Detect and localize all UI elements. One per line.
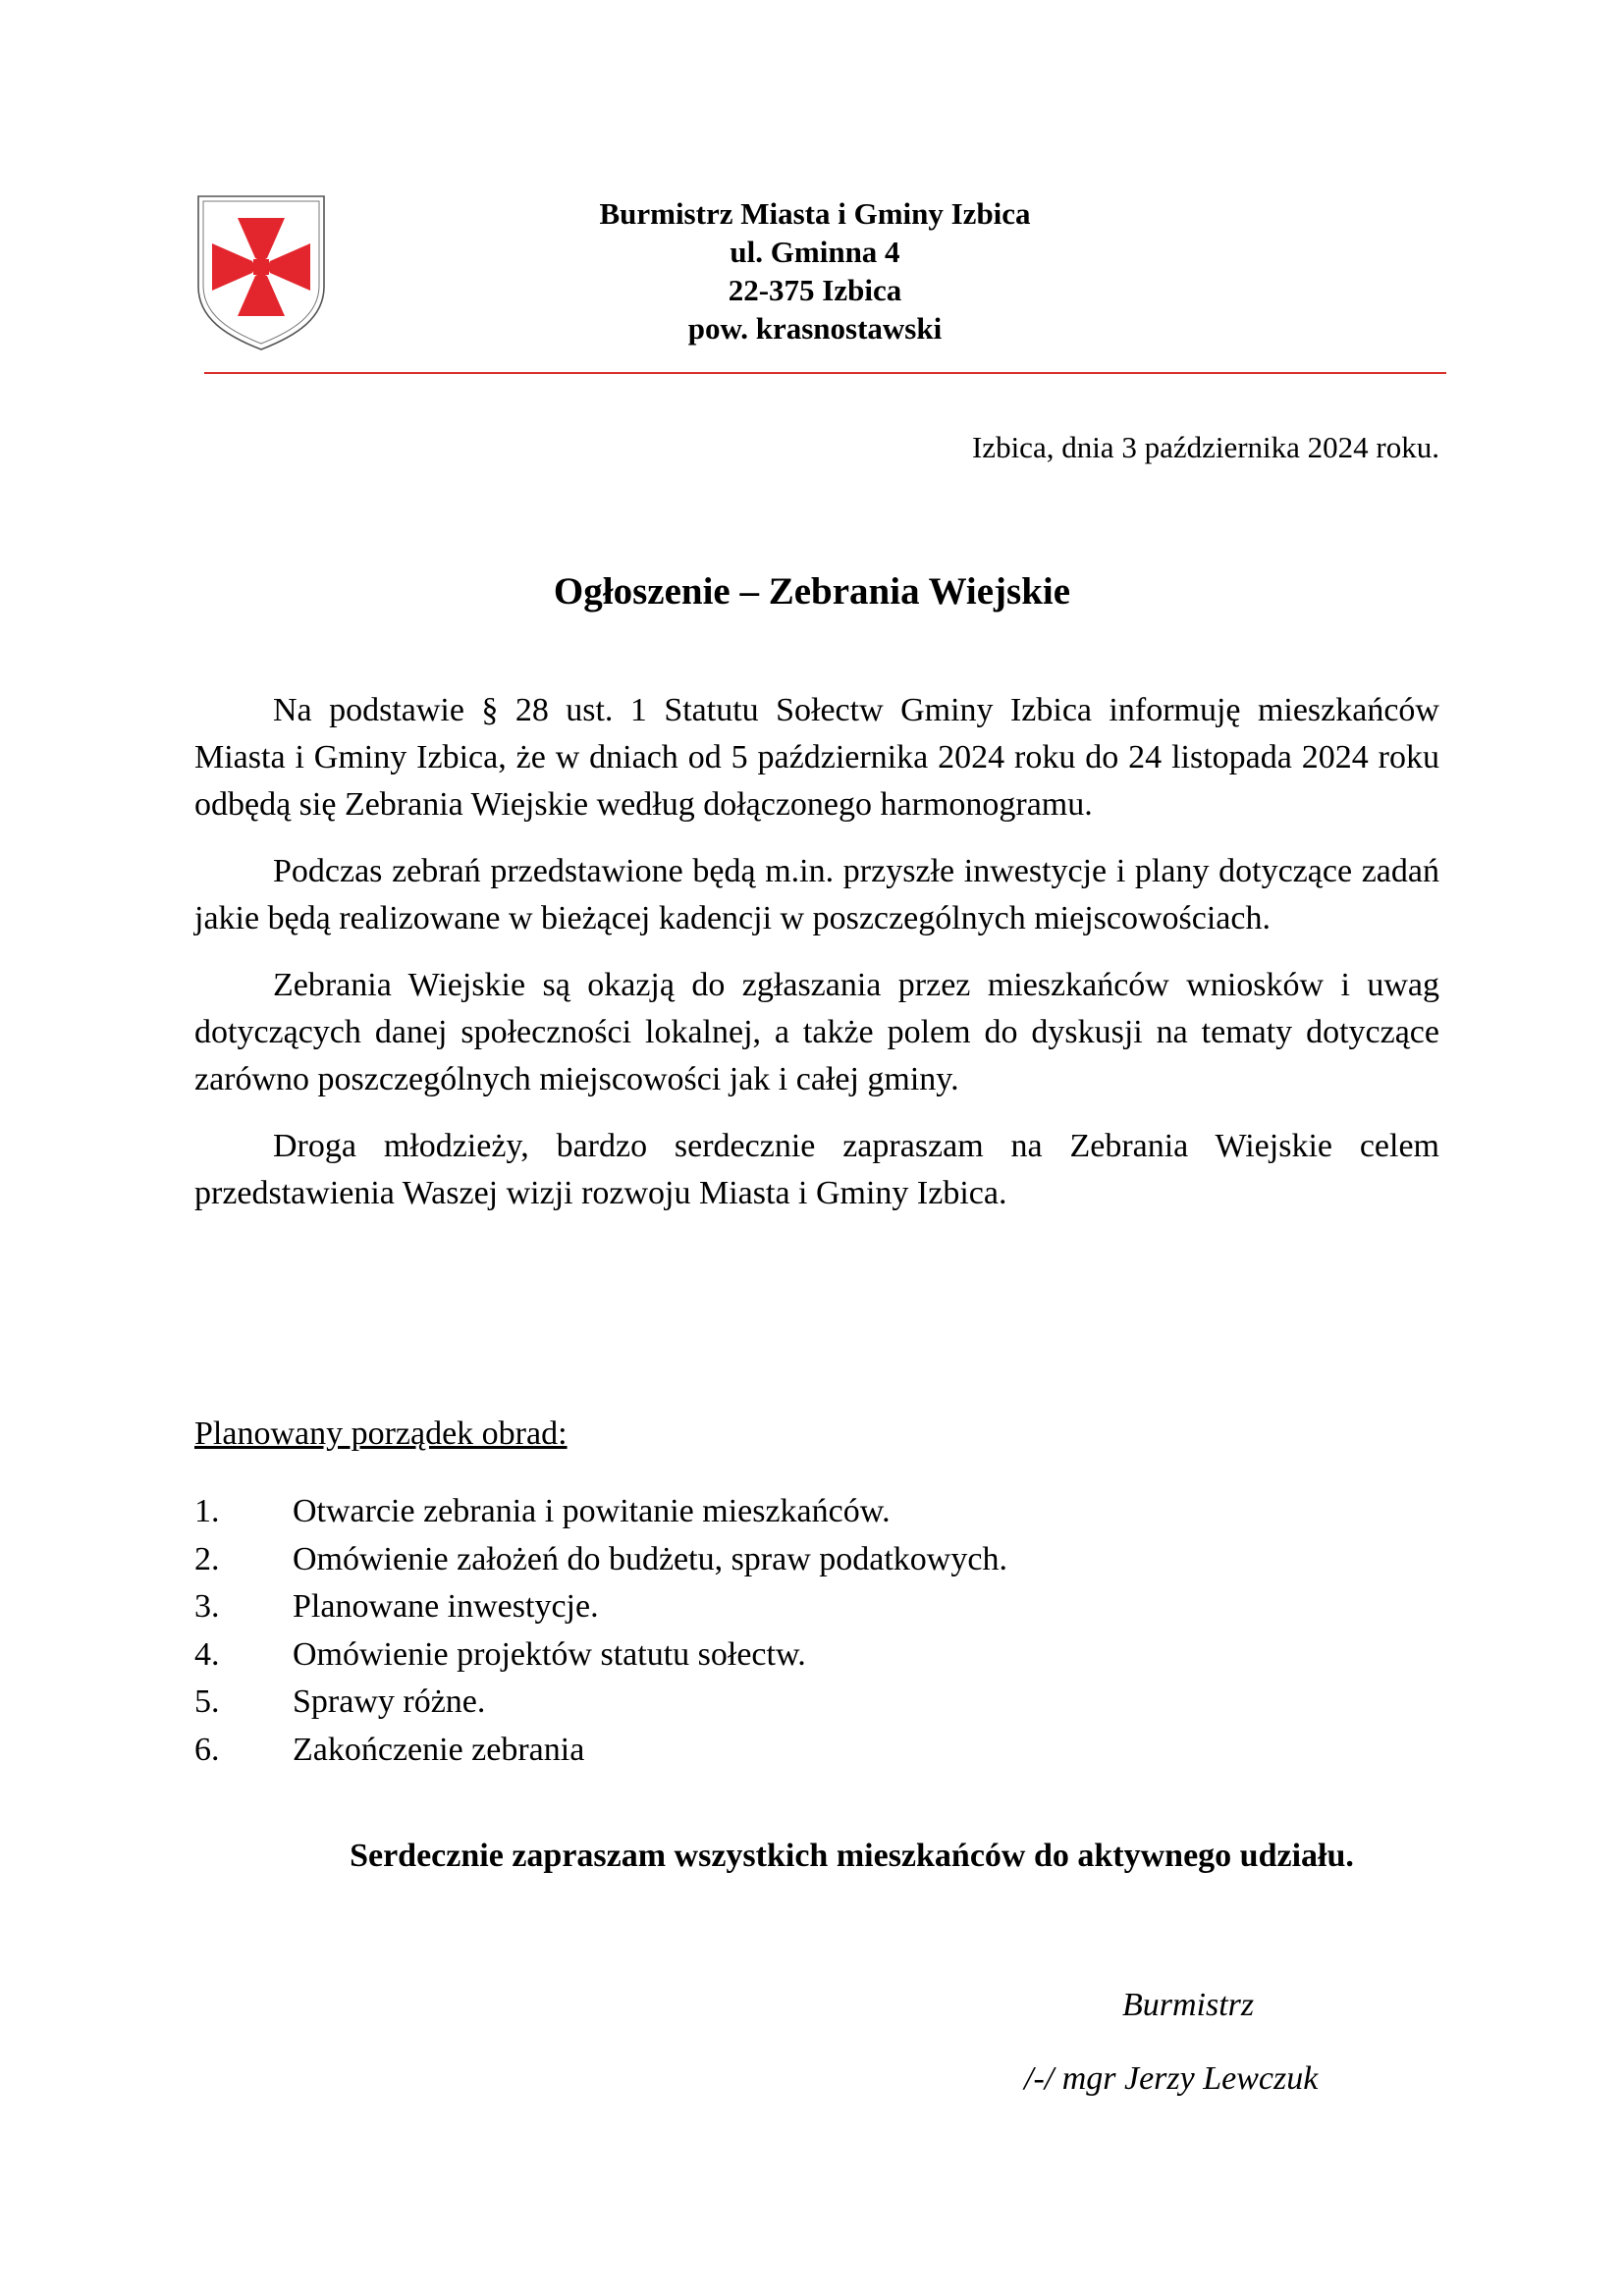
agenda-item-number: 1. <box>194 1493 220 1529</box>
letterhead-line-postcode: 22-375 Izbica <box>728 273 902 307</box>
agenda-list <box>194 1488 1007 1774</box>
body-paragraph: Na podstawie § 28 ust. 1 Statutu Sołectw Gminy Izbica informuję mieszkańców Miasta i Gminy Izbica, że w dniach od 5 października 2024 roku do 24 listopada 2024 roku odbędą się Zebrania Wiejskie według dołączonego harmonogramu. <box>194 692 1439 823</box>
agenda-item-number: 5. <box>194 1683 220 1720</box>
izbica-coat-of-arms-icon <box>194 192 328 353</box>
letterhead-line-county: pow. krasnostawski <box>687 311 943 346</box>
document-body <box>194 687 1439 1237</box>
agenda-heading: Planowany porządek obrad: <box>194 1415 568 1452</box>
agenda-item-text: Otwarcie zebrania i powitanie mieszkańców. <box>293 1493 891 1529</box>
body-paragraph: Zebrania Wiejskie są okazją do zgłaszania przez mieszkańców wniosków i uwag dotyczących danej społeczności lokalnej, a także polem do dyskusji na tematy dotyczące zarówno poszczególnych miejscowości jak i całej gminy. <box>194 967 1439 1097</box>
letterhead-line-street: ul. Gminna 4 <box>730 235 900 269</box>
closing-invitation: Serdecznie zapraszam wszystkich mieszkańców do aktywnego udziału. <box>350 1838 1354 1874</box>
agenda-item-number: 2. <box>194 1540 220 1577</box>
agenda-item <box>194 1631 1007 1680</box>
agenda-item <box>194 1536 1007 1584</box>
letterhead-line-office: Burmistrz Miasta i Gminy Izbica <box>599 196 1031 231</box>
agenda-item-number: 6. <box>194 1731 220 1768</box>
signature-role: Burmistrz <box>1122 1987 1255 2023</box>
agenda-item <box>194 1727 1007 1775</box>
agenda-item-text: Planowane inwestycje. <box>293 1588 599 1625</box>
agenda-item <box>194 1488 1007 1536</box>
date-line: Izbica, dnia 3 października 2024 roku. <box>971 430 1439 464</box>
body-paragraph: Podczas zebrań przedstawione będą m.in. przyszłe inwestycje i plany dotyczące zadań jakie będą realizowane w bieżącej kadencji w poszczególnych miejscowościach. <box>194 853 1439 936</box>
agenda-item <box>194 1583 1007 1631</box>
agenda-item-text: Zakończenie zebrania <box>293 1731 585 1768</box>
letterhead-address <box>550 194 1080 347</box>
body-paragraph: Droga młodzieży, bardzo serdecznie zapraszam na Zebrania Wiejskie celem przedstawienia Waszej wizji rozwoju Miasta i Gminy Izbica. <box>194 1128 1439 1211</box>
agenda-item-number: 3. <box>194 1588 220 1625</box>
signature-name: /-/ mgr Jerzy Lewczuk <box>1024 2060 1319 2097</box>
agenda-item-text: Sprawy różne. <box>293 1683 486 1720</box>
agenda-item <box>194 1679 1007 1727</box>
agenda-item-text: Omówienie założeń do budżetu, spraw podatkowych. <box>293 1540 1007 1577</box>
agenda-item-text: Omówienie projektów statutu sołectw. <box>293 1635 806 1673</box>
document-title: Ogłoszenie – Zebrania Wiejskie <box>553 570 1071 613</box>
letterhead-divider <box>204 372 1446 374</box>
agenda-item-number: 4. <box>194 1635 220 1673</box>
